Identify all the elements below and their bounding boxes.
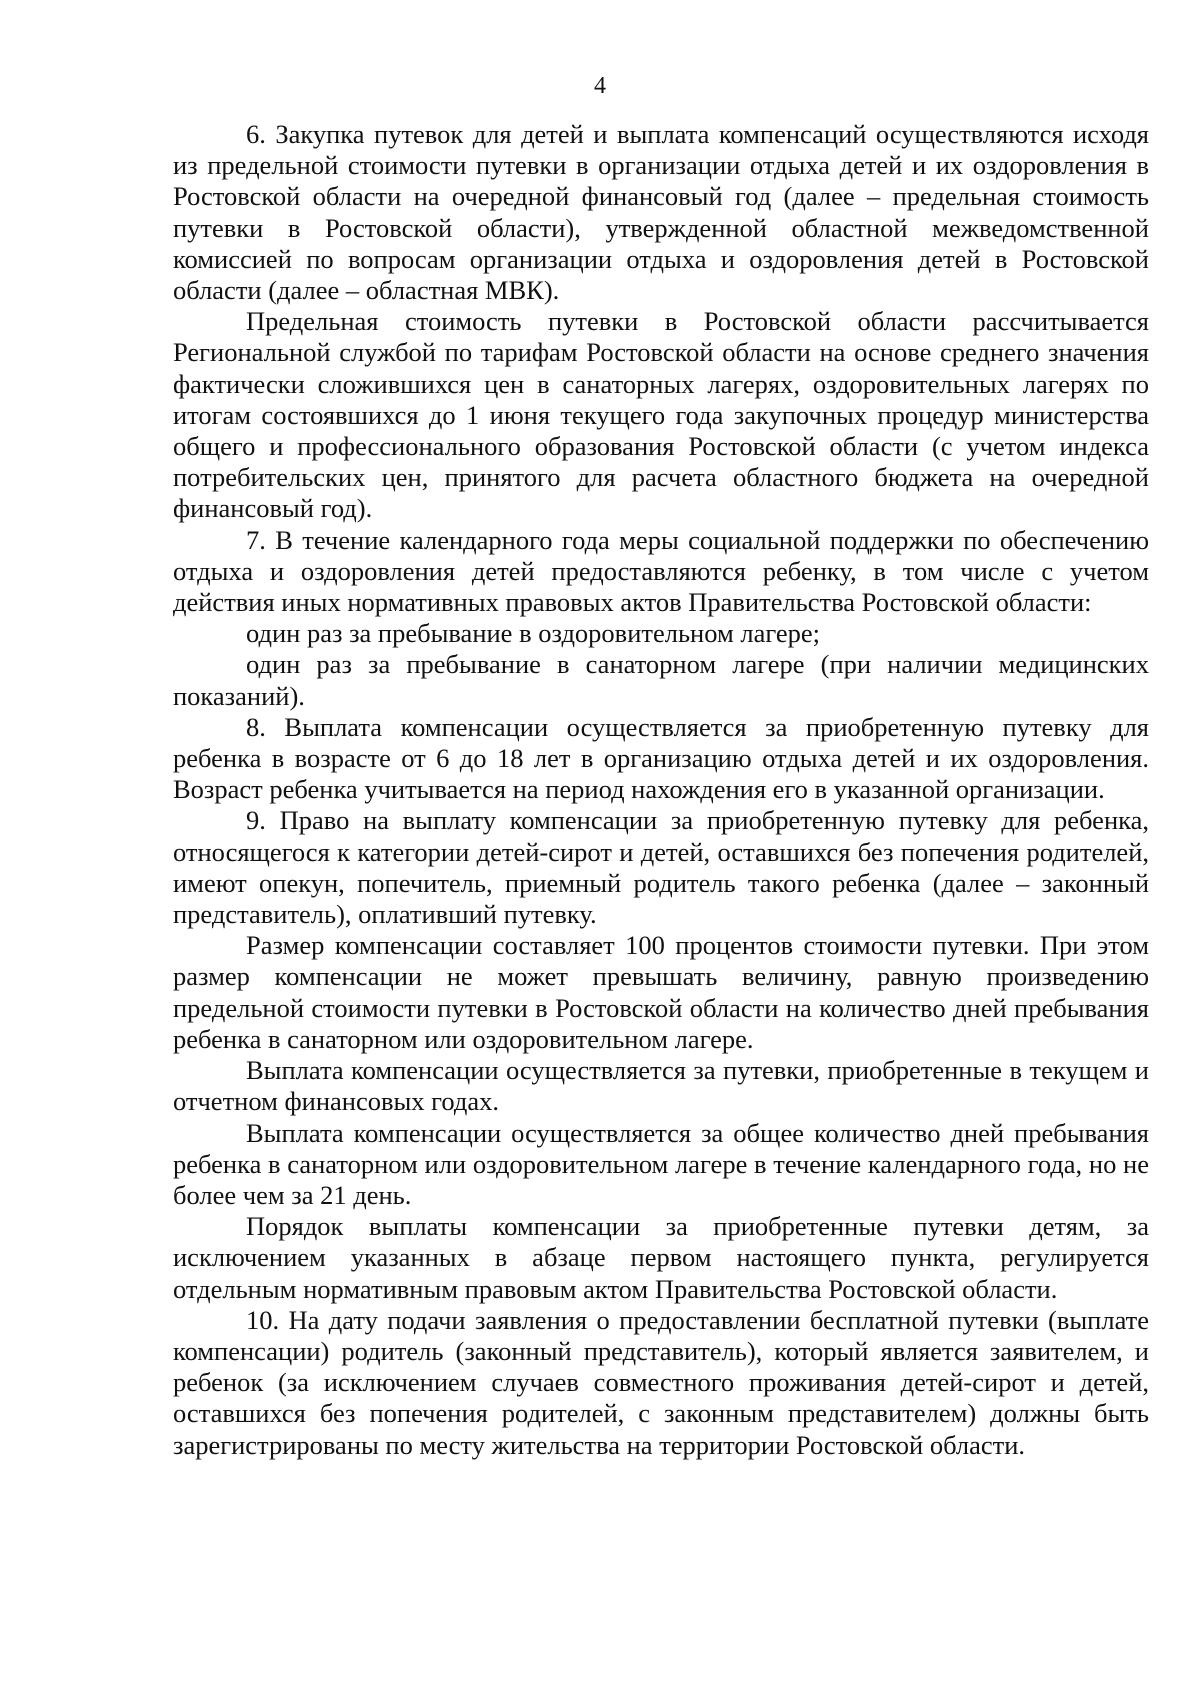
paragraph-7-sanatorium-camp: один раз за пребывание в санаторном лагере (при наличии медицинских показаний). <box>173 649 1149 711</box>
paragraph-6-max-cost: Предельная стоимость путевки в Ростовской области рассчитывается Региональной службой по тарифам Ростовской области на основе среднего значения фактически сложившихся цен в санаторных лагерях, оздоровительных лагерях по итогам состоявшихся до 1 июня текущего года закупочных процедур министерства общего и профессионального образования Ростовской области (с учетом индекса потребительских цен, принятого для расчета областного бюджета на очередной финансовый год). <box>173 306 1149 524</box>
document-body <box>173 119 1149 1461</box>
page-number: 4 <box>594 73 606 99</box>
paragraph-8: 8. Выплата компенсации осуществляется за приобретенную путевку для ребенка в возрасте от 6 до 18 лет в организацию отдыха детей и их оздоровления. Возраст ребенка учитывается на период нахождения его в указанной организации. <box>173 711 1149 805</box>
paragraph-9-compensation-size: Размер компенсации составляет 100 процентов стоимости путевки. При этом размер компенсации не может превышать величину, равную произведению предельной стоимости путевки в Ростовской области на количество дней пребывания ребенка в санаторном или оздоровительном лагере. <box>173 930 1149 1054</box>
paragraph-7: 7. В течение календарного года меры социальной поддержки по обеспечению отдыха и оздоровления детей предоставляются ребенку, в том числе с учетом действия иных нормативных правовых актов Правительства Ростовской области: <box>173 524 1149 618</box>
paragraph-9: 9. Право на выплату компенсации за приобретенную путевку для ребенка, относящегося к категории детей-сирот и детей, оставшихся без попечения родителей, имеют опекун, попечитель, приемный родитель такого ребенка (далее – законный представитель), оплативший путевку. <box>173 805 1149 930</box>
paragraph-7-health-camp: один раз за пребывание в оздоровительном лагере; <box>246 618 820 649</box>
paragraph-9-procedure: Порядок выплаты компенсации за приобретенные путевки детям, за исключением указанных в абзаце первом настоящего пункта, регулируется отдельным нормативным правовым актом Правительства Ростовской области. <box>173 1211 1149 1304</box>
paragraph-9-years: Выплата компенсации осуществляется за путевки, приобретенные в текущем и отчетном финансовых годах. <box>173 1055 1149 1117</box>
paragraph-10: 10. На дату подачи заявления о предоставлении бесплатной путевки (выплате компенсации) родитель (законный представитель), который является заявителем, и ребенок (за исключением случаев совместного проживания детей-сирот и детей, оставшихся без попечения родителей, с законным представителем) должны быть зарегистрированы по месту жительства на территории Ростовской области. <box>173 1304 1149 1460</box>
paragraph-9-days: Выплата компенсации осуществляется за общее количество дней пребывания ребенка в санаторном или оздоровительном лагере в течение календарного года, но не более чем за 21 день. <box>173 1117 1149 1210</box>
paragraph-6: 6. Закупка путевок для детей и выплата компенсаций осуществляются исходя из предельной стоимости путевки в организации отдыха детей и их оздоровления в Ростовской области на очередной финансовый год (далее – предельная стоимость путевки в Ростовской области), утвержденной областной межведомственной комиссией по вопросам организации отдыха и оздоровления детей в Ростовской области (далее – областная МВК). <box>173 119 1149 306</box>
